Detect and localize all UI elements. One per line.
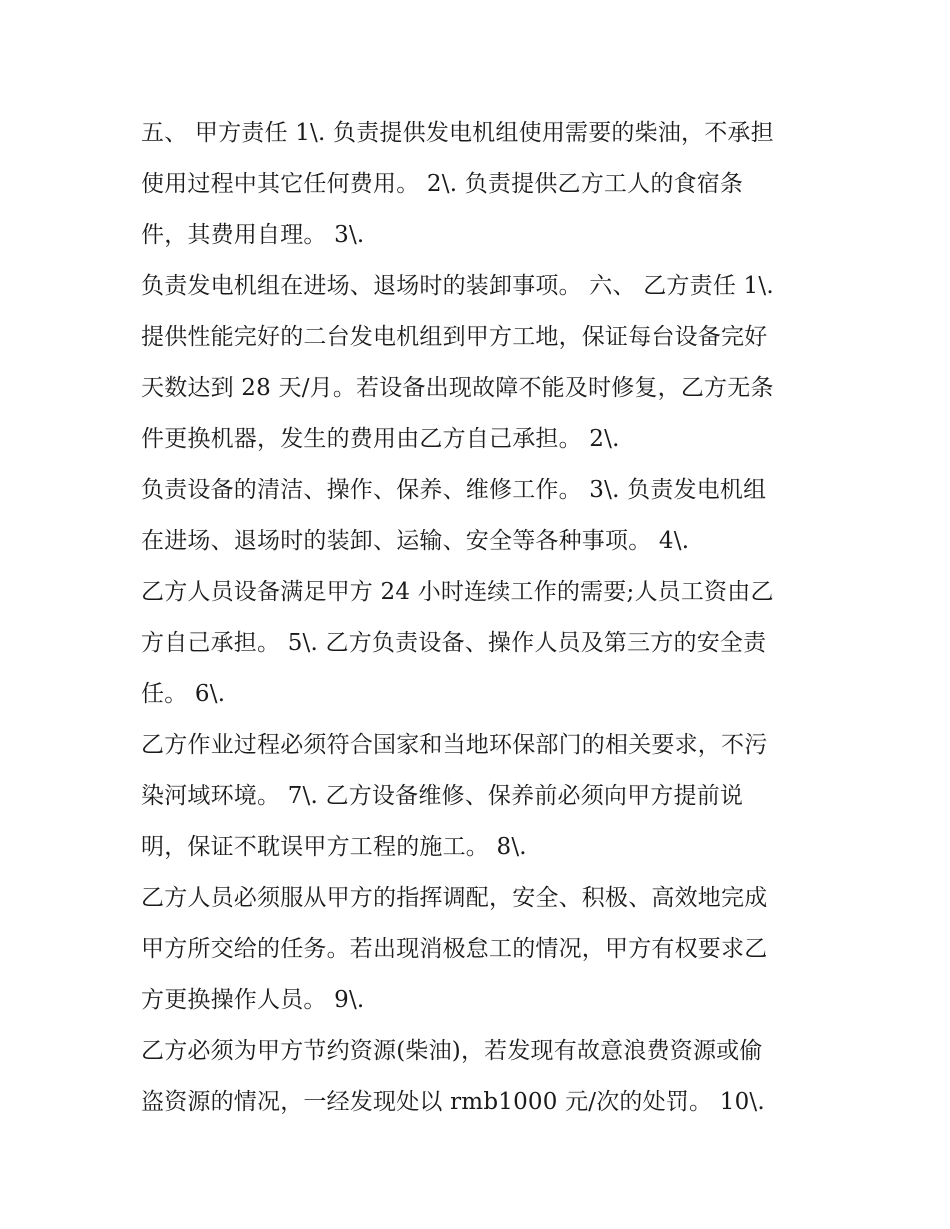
- text-line: 方更换操作人员。 9\.: [141, 987, 365, 1013]
- text-line: 染河域环境。 7\. 乙方设备维修、保养前必须向甲方提前说: [141, 783, 744, 809]
- paragraph-staffing: [141, 567, 821, 720]
- paragraph-resource-saving: [141, 1026, 821, 1128]
- text-line: 乙方作业过程必须符合国家和当地环保部门的相关要求，不污: [141, 732, 768, 758]
- text-line: 负责发电机组在进场、退场时的装卸事项。 六、 乙方责任 1\.: [141, 273, 774, 299]
- document-body: [141, 108, 821, 1128]
- text-line: 提供性能完好的二台发电机组到甲方工地，保证每台设备完好: [141, 324, 768, 350]
- text-line: 任。 6\.: [141, 681, 226, 707]
- text-line: 明，保证不耽误甲方工程的施工。 8\.: [141, 834, 527, 860]
- paragraph-party-a-duties: [141, 108, 821, 261]
- text-line: 方自己承担。 5\. 乙方负责设备、操作人员及第三方的安全责: [141, 630, 767, 656]
- text-line: 盗资源的情况，一经发现处以 rmb1000 元/次的处罚。 10\.: [141, 1089, 765, 1115]
- paragraph-environment: [141, 720, 821, 873]
- paragraph-equipment-maintenance: [141, 465, 821, 567]
- text-line: 负责设备的清洁、操作、保养、维修工作。 3\. 负责发电机组: [141, 477, 767, 503]
- paragraph-obedience: [141, 873, 821, 1026]
- text-line: 五、 甲方责任 1\. 负责提供发电机组使用需要的柴油，不承担: [141, 120, 774, 146]
- text-line: 乙方必须为甲方节约资源(柴油)，若发现有故意浪费资源或偷: [141, 1038, 763, 1064]
- text-line: 件更换机器，发生的费用由乙方自己承担。 2\.: [141, 426, 620, 452]
- text-line: 乙方人员设备满足甲方 24 小时连续工作的需要;人员工资由乙: [141, 579, 774, 605]
- text-line: 使用过程中其它任何费用。 2\. 负责提供乙方工人的食宿条: [141, 171, 744, 197]
- text-line: 甲方所交给的任务。若出现消极怠工的情况，甲方有权要求乙: [141, 936, 768, 962]
- text-line: 天数达到 28 天/月。若设备出现故障不能及时修复，乙方无条: [141, 375, 774, 401]
- text-line: 乙方人员必须服从甲方的指挥调配，安全、积极、高效地完成: [141, 885, 768, 911]
- paragraph-party-b-duties: [141, 261, 821, 465]
- text-line: 在进场、退场时的装卸、运输、安全等各种事项。 4\.: [141, 528, 690, 554]
- text-line: 件，其费用自理。 3\.: [141, 222, 365, 248]
